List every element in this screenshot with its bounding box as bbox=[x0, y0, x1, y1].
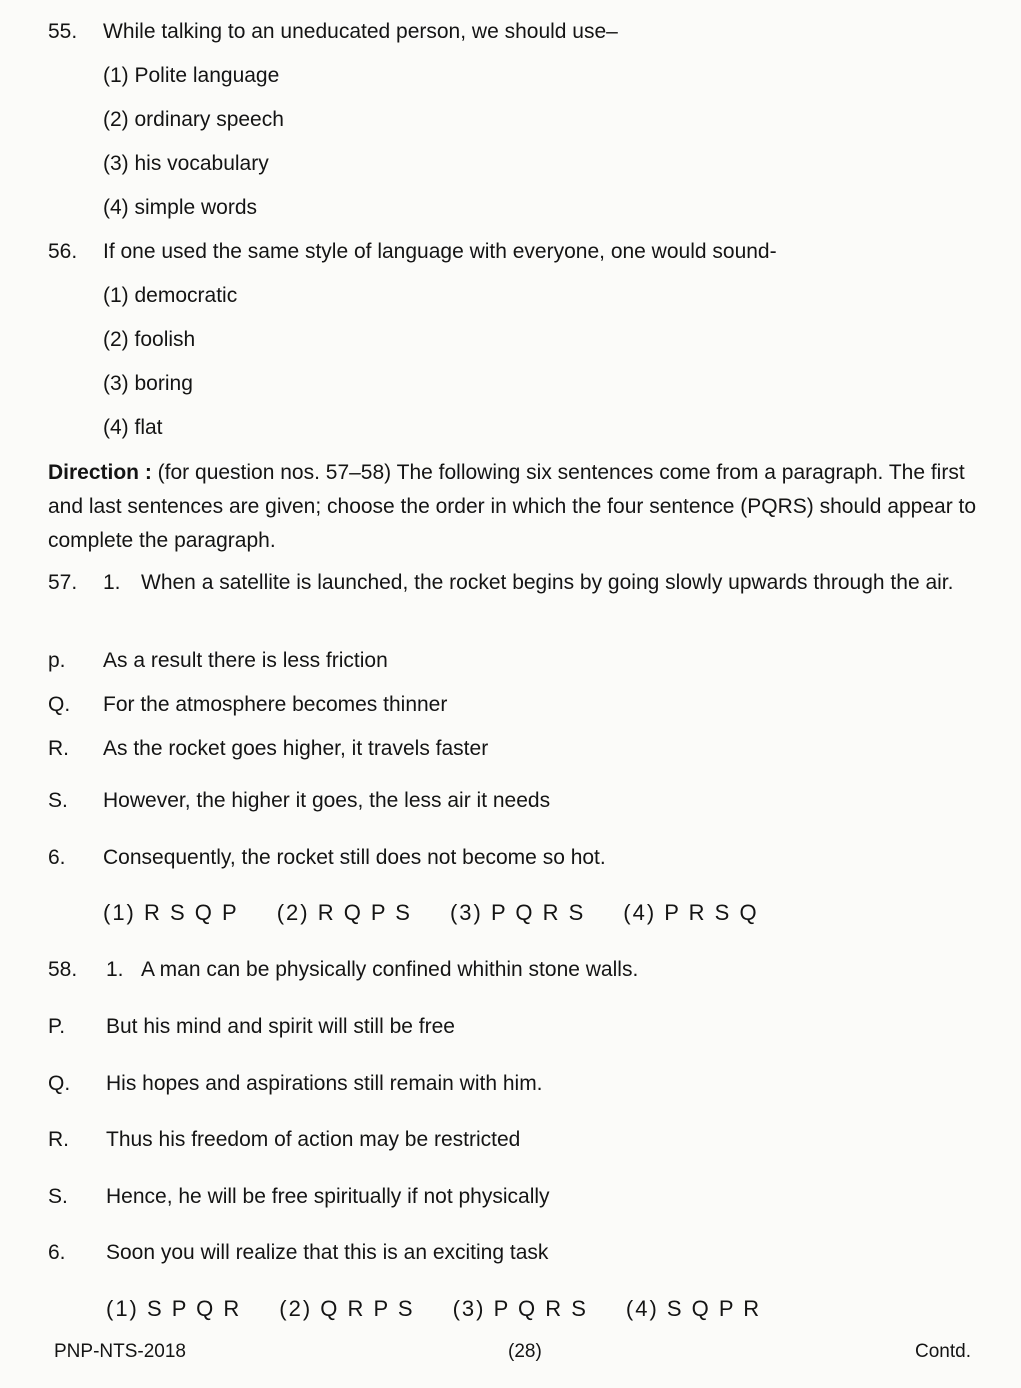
q57-first-label: 1. bbox=[103, 571, 121, 594]
q56-option-3: (3) boring bbox=[103, 372, 193, 395]
q58-first-label: 1. bbox=[106, 958, 124, 981]
q58-answer-2: (2) Q R P S bbox=[279, 1296, 415, 1321]
q58-label-p: P. bbox=[48, 1015, 66, 1038]
q57-label-6: 6. bbox=[48, 846, 66, 869]
q58-number: 58. bbox=[48, 958, 78, 981]
q58-sentence-q: His hopes and aspirations still remain with him. bbox=[106, 1072, 543, 1095]
q57-sentence-s: However, the higher it goes, the less air it needs bbox=[103, 789, 551, 812]
q57-label-s: S. bbox=[48, 789, 68, 812]
q56-option-1: (1) democratic bbox=[103, 284, 238, 307]
q58-answer-4: (4) S Q P R bbox=[625, 1296, 762, 1321]
q57-first-sentence: When a satellite is launched, the rocket begins by going slowly upwards through the air. bbox=[141, 571, 954, 594]
q57-answer-options bbox=[103, 900, 797, 926]
q56-option-4: (4) flat bbox=[103, 416, 163, 439]
q58-sentence-p: But his mind and spirit will still be free bbox=[106, 1015, 455, 1038]
q58-label-r: R. bbox=[48, 1128, 69, 1151]
q56-number: 56. bbox=[48, 240, 78, 263]
q57-sentence-r: As the rocket goes higher, it travels faster bbox=[103, 737, 489, 760]
q58-label-q: Q. bbox=[48, 1072, 71, 1095]
q57-sentence-6: Consequently, the rocket still does not become so hot. bbox=[103, 846, 606, 869]
q57-answer-1: (1) R S Q P bbox=[103, 900, 239, 925]
q58-answer-1: (1) S P Q R bbox=[106, 1296, 242, 1321]
q55-option-1: (1) Polite language bbox=[103, 64, 280, 87]
direction-text: (for question nos. 57–58) The following six sentences come from a paragraph. The first and last sentences are given; choose the order in which the four sentence (PQRS) should appear to complete the paragraph. bbox=[48, 461, 977, 552]
q58-answer-options bbox=[106, 1296, 799, 1322]
q57-answer-3: (3) P Q R S bbox=[449, 900, 586, 925]
footer-contd: Contd. bbox=[915, 1341, 971, 1362]
q57-sentence-q: For the atmosphere becomes thinner bbox=[103, 693, 448, 716]
q58-sentence-s: Hence, he will be free spiritually if not physically bbox=[106, 1185, 550, 1208]
q57-label-p: p. bbox=[48, 649, 66, 672]
q56-option-2: (2) foolish bbox=[103, 328, 196, 351]
q58-sentence-6: Soon you will realize that this is an exciting task bbox=[106, 1241, 549, 1264]
q55-text: While talking to an uneducated person, we should use– bbox=[103, 20, 618, 43]
q57-answer-4: (4) P R S Q bbox=[623, 900, 759, 925]
q57-number: 57. bbox=[48, 571, 78, 594]
direction-label: Direction : bbox=[48, 461, 152, 484]
q58-sentence-r: Thus his freedom of action may be restricted bbox=[106, 1128, 521, 1151]
q55-option-2: (2) ordinary speech bbox=[103, 108, 284, 131]
direction-paragraph bbox=[48, 456, 983, 558]
q58-first-sentence: A man can be physically confined whithin stone walls. bbox=[141, 958, 639, 981]
q58-label-6: 6. bbox=[48, 1241, 66, 1264]
q57-sentence-p: As a result there is less friction bbox=[103, 649, 388, 672]
q57-label-q: Q. bbox=[48, 693, 71, 716]
q55-option-3: (3) his vocabulary bbox=[103, 152, 269, 175]
q55-number: 55. bbox=[48, 20, 78, 43]
q58-answer-3: (3) P Q R S bbox=[452, 1296, 588, 1321]
footer-page-number: (28) bbox=[508, 1341, 542, 1362]
q57-answer-2: (2) R Q P S bbox=[276, 900, 412, 925]
q57-label-r: R. bbox=[48, 737, 69, 760]
q56-text: If one used the same style of language with everyone, one would sound- bbox=[103, 240, 777, 263]
q58-label-s: S. bbox=[48, 1185, 68, 1208]
footer-exam-code: PNP-NTS-2018 bbox=[54, 1341, 186, 1362]
q55-option-4: (4) simple words bbox=[103, 196, 258, 219]
